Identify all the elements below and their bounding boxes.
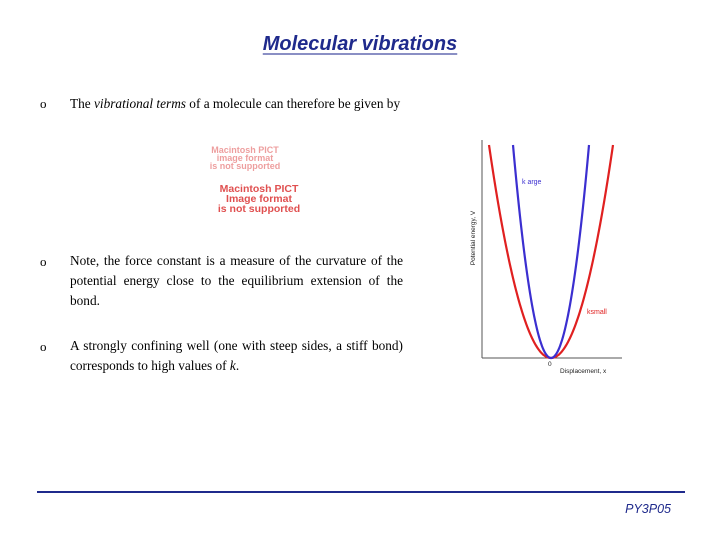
pict-placeholder-large	[196, 184, 322, 214]
pict-line: Macintosh PICT	[219, 183, 299, 195]
potential-well-figure	[460, 140, 630, 380]
bullet-force-constant	[70, 251, 403, 311]
bullet-vibrational-terms	[70, 94, 403, 114]
bullet-marker: o	[40, 254, 47, 269]
curve-large-k	[513, 145, 589, 358]
bullet-marker: o	[40, 96, 47, 111]
pict-line: is not supported	[209, 161, 281, 171]
pict-placeholder-small	[186, 146, 304, 170]
origin-label: 0	[548, 361, 552, 368]
x-axis-label: Displacement, x	[560, 368, 607, 375]
bullet-text: Note, the force constant is a measure of the curvature of the potential energy close to the equilibrium extension of the bond.	[70, 253, 403, 308]
bullet-confining-well	[70, 336, 403, 376]
large-k-label: k arge	[522, 179, 542, 186]
footer-course-code: PY3P05	[625, 502, 671, 516]
bullet-text-after: of a molecule can therefore be given by	[185, 96, 401, 111]
pict-line: is not supported	[217, 203, 301, 215]
slide-title: Molecular vibrations	[262, 33, 458, 55]
bullet-text-before: A strongly confining well (one with steep sides, a stiff bond) corresponds to high values of	[70, 338, 403, 373]
pict-line: Macintosh PICT	[211, 145, 279, 155]
bullet-text-emphasis: k	[229, 358, 236, 373]
bullet-text-emphasis: vibrational terms	[94, 96, 186, 111]
bullet-text-after: .	[235, 358, 240, 373]
footer-divider	[37, 491, 685, 493]
bullet-marker: o	[40, 339, 47, 354]
y-axis-label: Potential energy, V	[470, 210, 477, 266]
curve-small-k	[489, 145, 613, 358]
small-k-label: ksmall	[587, 309, 607, 316]
pict-line: image format	[216, 153, 274, 163]
pict-line: Image format	[226, 193, 292, 205]
bullet-text-before: The	[70, 96, 94, 111]
